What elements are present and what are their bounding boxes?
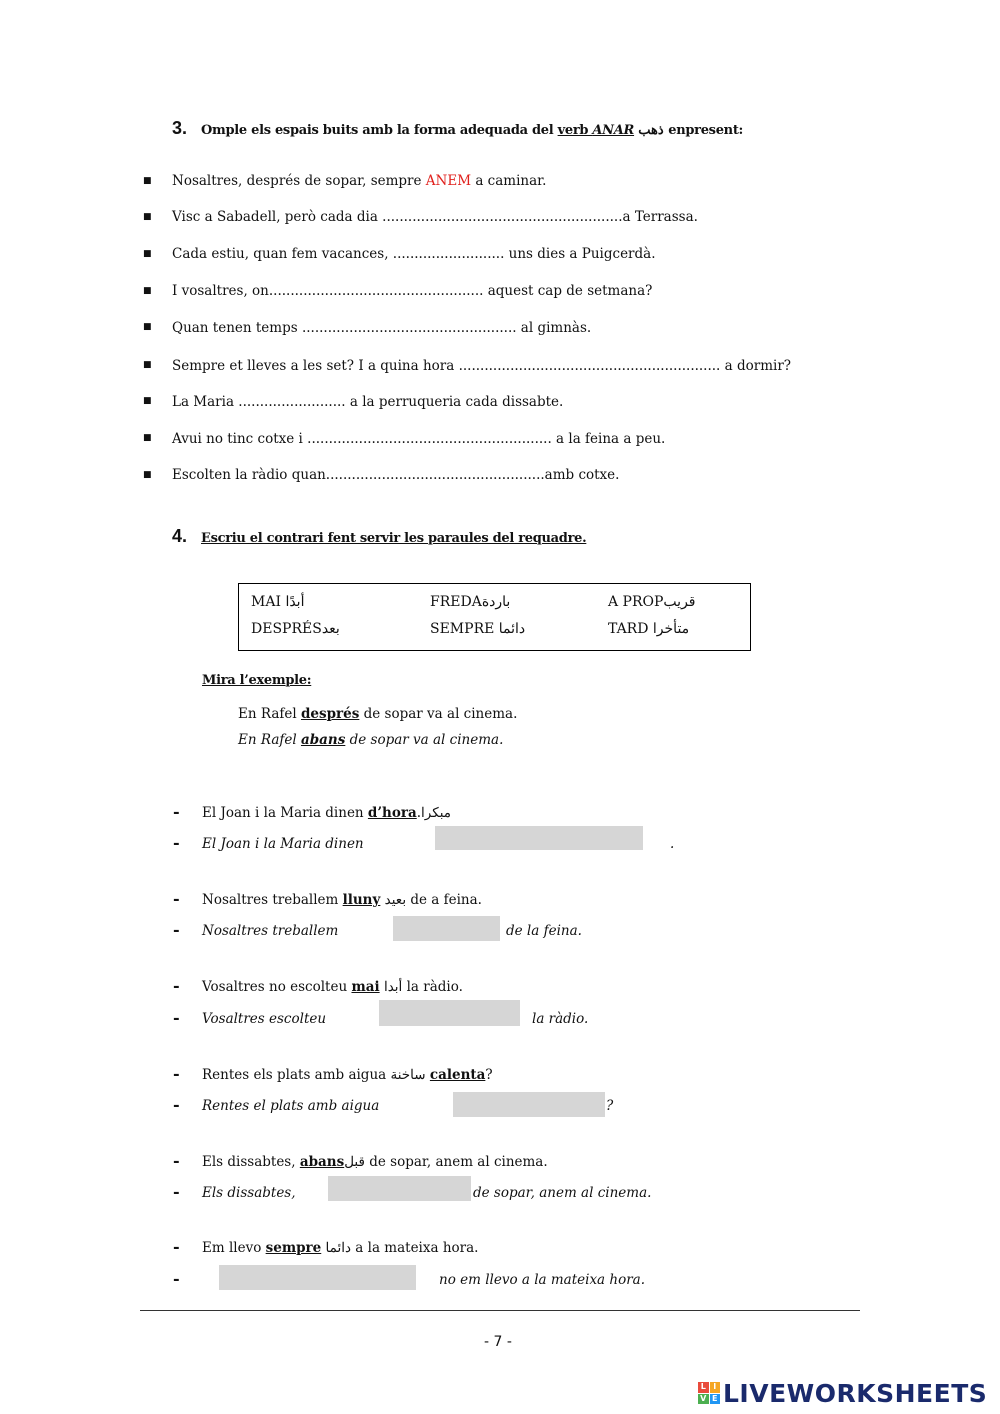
dash-icon: - [173, 1237, 180, 1256]
bullet-icon: ■ [143, 360, 152, 370]
example-text-end: de sopar va al cinema. [345, 732, 504, 748]
example-keyword: abans [300, 732, 346, 748]
pair-1-answer-start: El Joan i la Maria dinen [202, 836, 364, 852]
dash-icon: - [173, 920, 180, 939]
question-text-end: قبل de sopar, anem al cinema. [344, 1154, 548, 1170]
exercise-3-item-8: Avui no tinc cotxe i ......................................................... a la feina a peu. [172, 431, 666, 447]
pair-2-question [202, 892, 482, 908]
word-sempre: SEMPRE دائما [430, 621, 526, 637]
exercise-3-item-2: Visc a Sabadell, però cada dia ........................................................a Terrassa. [172, 209, 698, 225]
dash-icon: - [173, 802, 180, 821]
liveworksheets-logo [698, 1380, 987, 1406]
pair-2-answer-start: Nosaltres treballem [202, 923, 339, 939]
pair-4-question [202, 1067, 493, 1083]
pair-1-answer-end: . [670, 836, 675, 852]
example-keyword: després [300, 706, 360, 722]
pair-5-question [202, 1154, 548, 1170]
dash-icon: - [173, 833, 180, 852]
dash-icon: - [173, 1008, 180, 1027]
example-text: En Rafel [238, 706, 301, 722]
page-number: - 7 - [484, 1334, 512, 1350]
exercise-3-heading [201, 123, 743, 138]
dash-icon: - [173, 1182, 180, 1201]
dash-icon: - [173, 1095, 180, 1114]
question-keyword: d’hora [367, 805, 417, 821]
question-keyword: sempre [265, 1240, 322, 1256]
dash-icon: - [173, 976, 180, 995]
bullet-icon: ■ [143, 396, 152, 406]
pair-5-answer-input[interactable] [328, 1176, 471, 1201]
question-keyword: calenta [429, 1067, 486, 1083]
pair-4-answer-start: Rentes el plats amb aigua [202, 1098, 380, 1114]
pair-3-answer-input[interactable] [379, 1000, 520, 1026]
exercise-3-number: 3. [172, 118, 188, 138]
word-mai: MAI أبدًا [251, 594, 305, 610]
question-text: Rentes els plats amb aigua ساخنة [202, 1067, 430, 1083]
dash-icon: - [173, 1064, 180, 1083]
pair-3-answer-end: la ràdio. [532, 1011, 589, 1027]
word-tard: TARD متأخرا [608, 621, 690, 637]
logo-letter-l: L [698, 1382, 709, 1393]
bullet-icon: ■ [143, 433, 152, 443]
question-keyword: lluny [342, 892, 381, 908]
word-freda: FREDAباردة [430, 594, 511, 610]
bullet-icon: ■ [143, 322, 152, 332]
example-label: Mira l’exemple: [202, 673, 312, 688]
logo-letter-i: I [710, 1382, 721, 1393]
dash-icon: - [173, 1151, 180, 1170]
bullet-icon: ■ [143, 249, 152, 259]
liveworksheets-logo-icon [698, 1382, 720, 1404]
exercise-3-item-9: Escolten la ràdio quan...................................................amb cotxe. [172, 467, 620, 483]
exercise-3-item-1 [172, 173, 546, 189]
question-text: Nosaltres treballem [202, 892, 343, 908]
word-a-prop: A PROPقريب [608, 594, 696, 610]
question-keyword: abans [299, 1154, 345, 1170]
example-line-1 [238, 706, 517, 722]
example-text-end: de sopar va al cinema. [359, 706, 518, 722]
pair-4-answer-input[interactable] [453, 1092, 605, 1117]
exercise-3-item-4: I vosaltres, on.................................................. aquest cap de setmana? [172, 283, 653, 299]
pair-2-answer-end: de la feina. [506, 923, 582, 939]
pair-5-answer-end: de sopar, anem al cinema. [473, 1185, 652, 1201]
pair-6-answer-end: no em llevo a la mateixa hora. [439, 1272, 646, 1288]
item-text: Nosaltres, després de sopar, sempre [172, 173, 426, 189]
exercise-4-heading: Escriu el contrari fent servir les paraules del requadre. [201, 531, 587, 546]
pair-1-question [202, 805, 451, 821]
question-text: Em llevo [202, 1240, 266, 1256]
pair-6-answer-input[interactable] [219, 1265, 416, 1290]
word-despres: DESPRÉSبعد [251, 621, 340, 637]
exercise-4-number: 4. [172, 526, 188, 546]
footer-divider [140, 1310, 860, 1311]
dash-icon: - [173, 1269, 180, 1288]
question-text-end: .مبكرا [416, 805, 452, 821]
question-text: Els dissabtes, [202, 1154, 300, 1170]
logo-letter-v: V [698, 1394, 709, 1405]
pair-3-answer-start: Vosaltres escolteu [202, 1011, 327, 1027]
pair-3-question [202, 979, 463, 995]
bullet-icon: ■ [143, 176, 152, 186]
pair-1-answer-input[interactable] [435, 826, 643, 850]
exercise-3-item-5: Quan tenen temps .................................................. al gimnàs. [172, 320, 592, 336]
question-text-end: أبدا la ràdio. [379, 979, 463, 995]
heading-arabic: ذهب [634, 123, 669, 138]
item-text-end: a caminar. [471, 173, 547, 189]
bullet-icon: ■ [143, 470, 152, 480]
exercise-3-item-6: Sempre et lleves a les set? I a quina hora ............................................................. a dormir? [172, 358, 792, 374]
question-text-end: ? [485, 1067, 493, 1083]
heading-text: Omple els espais buits amb la forma adequada del [201, 123, 558, 138]
bullet-icon: ■ [143, 286, 152, 296]
pair-4-answer-end: ? [606, 1098, 614, 1114]
question-text: Vosaltres no escolteu [202, 979, 352, 995]
liveworksheets-logo-text: LIVEWORKSHEETS [723, 1378, 988, 1408]
dash-icon: - [173, 889, 180, 908]
exercise-3-item-7: La Maria ......................... a la perruqueria cada dissabte. [172, 394, 564, 410]
word-box [238, 583, 751, 651]
question-keyword: mai [351, 979, 380, 995]
heading-text-end: enpresent: [668, 123, 744, 138]
pair-5-answer-start: Els dissabtes, [202, 1185, 296, 1201]
logo-letter-e: E [710, 1394, 721, 1405]
question-text-end: بعيد de a feina. [380, 892, 482, 908]
heading-verb: verb [557, 123, 593, 138]
example-line-2 [238, 732, 503, 748]
pair-6-question [202, 1240, 478, 1256]
question-text-end: دائما a la mateixa hora. [321, 1240, 479, 1256]
answer-example: ANEM [425, 173, 472, 189]
question-text: El Joan i la Maria dinen [202, 805, 368, 821]
exercise-3-item-3: Cada estiu, quan fem vacances, .......................... uns dies a Puigcerdà. [172, 246, 656, 262]
pair-2-answer-input[interactable] [393, 916, 500, 941]
heading-verb-name: ANAR [592, 123, 635, 138]
example-text: En Rafel [238, 732, 301, 748]
bullet-icon: ■ [143, 212, 152, 222]
